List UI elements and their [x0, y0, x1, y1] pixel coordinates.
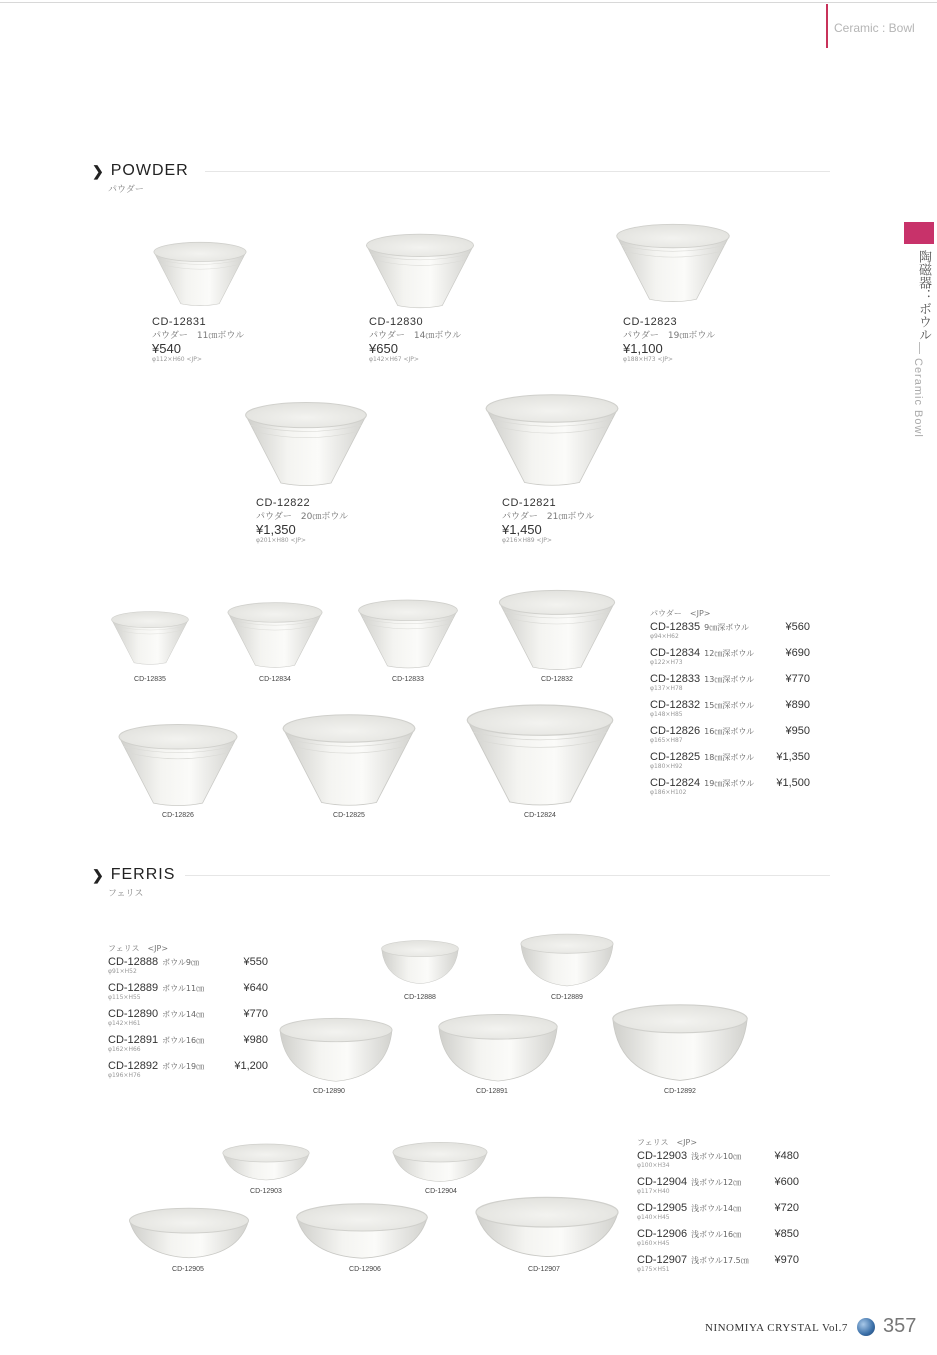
product-image-cd-12833 [356, 598, 460, 670]
product-price: ¥650 [369, 341, 398, 356]
row-code: CD-12832 [650, 699, 701, 711]
list-rows [108, 956, 268, 1086]
product-image-cd-12907 [473, 1192, 621, 1262]
ferris-section-title [92, 866, 175, 884]
product-image-cd-12906 [294, 1200, 430, 1262]
product-image-cd-12822 [225, 400, 387, 488]
row-price: ¥1,200 [234, 1060, 268, 1072]
product-image-cd-12821 [465, 392, 639, 488]
product-image-cd-12888 [380, 936, 460, 990]
row-code: CD-12907 [637, 1254, 688, 1266]
product-image-cd-12903 [221, 1140, 311, 1184]
header-accent-bar [826, 4, 828, 48]
row-code: CD-12824 [650, 777, 701, 789]
row-price: ¥560 [785, 621, 810, 633]
row-dims: φ115×H55 [108, 994, 141, 1001]
row-name: 浅ボウル12㎝ [691, 1178, 742, 1187]
caption-cd-12888: CD-12888 [404, 994, 436, 1001]
list-item [108, 982, 268, 1008]
caption-cd-12825: CD-12825 [333, 812, 365, 819]
row-dims: φ148×H85 [650, 711, 683, 718]
caption-cd-12834: CD-12834 [259, 676, 291, 683]
product-image-cd-12889 [519, 932, 615, 990]
ferris-bowl-price-list [108, 943, 268, 1086]
product-image-cd-12824 [460, 702, 620, 808]
row-dims: φ91×H52 [108, 968, 137, 975]
row-code: CD-12833 [650, 673, 701, 685]
product-dims: φ112×H60 <JP> [152, 356, 202, 363]
caption-cd-12826: CD-12826 [162, 812, 194, 819]
list-item [637, 1228, 799, 1254]
list-item [650, 673, 810, 699]
caption-cd-12904: CD-12904 [425, 1188, 457, 1195]
row-dims: φ186×H102 [650, 789, 687, 796]
ferris-title-text: FERRIS [110, 866, 176, 883]
product-info-cd-12823 [623, 316, 715, 363]
row-dims: φ140×H45 [637, 1214, 670, 1221]
product-code: CD-12831 [152, 316, 207, 328]
product-image-cd-12835 [110, 605, 190, 671]
product-image-cd-12832 [495, 588, 619, 672]
product-price: ¥1,100 [623, 341, 663, 356]
list-item [650, 725, 810, 751]
row-dims: φ122×H73 [650, 659, 683, 666]
list-title: フェリス <JP> [637, 1138, 698, 1147]
product-dims: φ188×H73 <JP> [623, 356, 673, 363]
list-title: フェリス <JP> [108, 944, 169, 953]
list-item [108, 1060, 268, 1086]
list-item [650, 777, 810, 803]
row-name: 浅ボウル10㎝ [691, 1152, 742, 1161]
product-name: パウダー 21㎝ボウル [502, 512, 595, 522]
product-info-cd-12821 [502, 497, 594, 544]
row-code: CD-12835 [650, 621, 701, 633]
list-item [108, 956, 268, 982]
product-image-cd-12825 [272, 712, 426, 808]
product-code: CD-12830 [369, 316, 424, 328]
row-code: CD-12891 [108, 1034, 159, 1046]
product-image-cd-12831 [152, 240, 248, 308]
row-price: ¥1,500 [776, 777, 810, 789]
product-image-cd-12823 [593, 222, 753, 304]
list-item [637, 1176, 799, 1202]
row-dims: φ175×H51 [637, 1266, 670, 1273]
row-dims: φ117×H40 [637, 1188, 670, 1195]
list-item [637, 1150, 799, 1176]
side-tab-marker [904, 222, 934, 244]
row-price: ¥950 [785, 725, 810, 737]
product-image-cd-12904 [391, 1138, 489, 1186]
ferris-shallow-price-list [637, 1137, 799, 1280]
caption-cd-12907: CD-12907 [528, 1266, 560, 1273]
row-name: 15㎝深ボウル [704, 701, 755, 710]
header-category: Ceramic : Bowl [834, 21, 915, 35]
product-image-cd-12834 [226, 600, 324, 670]
powder-rule [205, 171, 830, 172]
row-name: 16㎝深ボウル [704, 727, 755, 736]
row-price: ¥850 [774, 1228, 799, 1240]
caption-cd-12889: CD-12889 [551, 994, 583, 1001]
list-item [637, 1254, 799, 1280]
row-name: ボウル9㎝ [162, 958, 199, 967]
row-price: ¥720 [774, 1202, 799, 1214]
product-name: パウダー 19㎝ボウル [623, 331, 716, 341]
section-chevron-icon: ❯ [92, 162, 105, 179]
list-rows [650, 621, 810, 803]
row-dims: φ180×H92 [650, 763, 683, 770]
row-name: 18㎝深ボウル [704, 753, 755, 762]
footer-brand: NINOMIYA CRYSTAL Vol.7 [705, 1322, 848, 1334]
row-dims: φ165×H87 [650, 737, 683, 744]
ferris-subtitle: フェリス [108, 889, 144, 899]
caption-cd-12891: CD-12891 [476, 1088, 508, 1095]
row-price: ¥600 [774, 1176, 799, 1188]
row-price: ¥970 [774, 1254, 799, 1266]
product-price: ¥1,450 [502, 522, 542, 537]
row-price: ¥1,350 [776, 751, 810, 763]
list-item [108, 1034, 268, 1060]
row-name: ボウル19㎝ [162, 1062, 205, 1071]
row-price: ¥640 [243, 982, 268, 994]
row-dims: φ196×H76 [108, 1072, 141, 1079]
row-code: CD-12905 [637, 1202, 688, 1214]
list-item [108, 1008, 268, 1034]
caption-cd-12906: CD-12906 [349, 1266, 381, 1273]
caption-cd-12890: CD-12890 [313, 1088, 345, 1095]
row-price: ¥770 [243, 1008, 268, 1020]
list-item [650, 621, 810, 647]
section-chevron-icon: ❯ [92, 866, 105, 883]
page-number: 357 [883, 1315, 917, 1337]
row-name: 浅ボウル17.5㎝ [691, 1256, 749, 1265]
side-tab-divider [919, 342, 920, 354]
caption-cd-12832: CD-12832 [541, 676, 573, 683]
powder-section-title [92, 162, 189, 180]
row-code: CD-12889 [108, 982, 159, 994]
row-name: 19㎝深ボウル [704, 779, 755, 788]
row-name: 12㎝深ボウル [704, 649, 755, 658]
row-price: ¥980 [243, 1034, 268, 1046]
product-code: CD-12822 [256, 497, 311, 509]
product-price: ¥1,350 [256, 522, 296, 537]
product-name: パウダー 11㎝ボウル [152, 331, 245, 341]
powder-title-text: POWDER [110, 162, 189, 179]
row-code: CD-12888 [108, 956, 159, 968]
row-price: ¥690 [785, 647, 810, 659]
row-name: 9㎝深ボウル [704, 623, 749, 632]
product-image-cd-12830 [360, 232, 480, 310]
product-image-cd-12892 [600, 1002, 760, 1086]
row-name: 浅ボウル14㎝ [691, 1204, 742, 1213]
ferris-rule [185, 875, 830, 876]
caption-cd-12892: CD-12892 [664, 1088, 696, 1095]
row-code: CD-12890 [108, 1008, 159, 1020]
row-dims: φ137×H78 [650, 685, 683, 692]
row-code: CD-12904 [637, 1176, 688, 1188]
row-dims: φ162×H66 [108, 1046, 141, 1053]
product-info-cd-12822 [256, 497, 348, 544]
product-info-cd-12830 [369, 316, 461, 363]
product-image-cd-12826 [112, 722, 244, 808]
product-image-cd-12891 [434, 1012, 562, 1086]
row-price: ¥550 [243, 956, 268, 968]
row-code: CD-12903 [637, 1150, 688, 1162]
caption-cd-12833: CD-12833 [392, 676, 424, 683]
row-dims: φ94×H62 [650, 633, 679, 640]
row-code: CD-12906 [637, 1228, 688, 1240]
product-dims: φ201×H80 <JP> [256, 537, 306, 544]
caption-cd-12835: CD-12835 [134, 676, 166, 683]
row-dims: φ160×H45 [637, 1240, 670, 1247]
product-name: パウダー 14㎝ボウル [369, 331, 462, 341]
row-price: ¥480 [774, 1150, 799, 1162]
row-code: CD-12834 [650, 647, 701, 659]
row-price: ¥770 [785, 673, 810, 685]
list-title: パウダー <JP> [650, 609, 711, 618]
list-rows [637, 1150, 799, 1280]
row-price: ¥890 [785, 699, 810, 711]
product-dims: φ142×H67 <JP> [369, 356, 419, 363]
product-info-cd-12831 [152, 316, 244, 363]
top-rule [0, 2, 937, 3]
row-name: 浅ボウル16㎝ [691, 1230, 742, 1239]
product-dims: φ216×H89 <JP> [502, 537, 552, 544]
row-dims: φ142×H61 [108, 1020, 141, 1027]
row-name: ボウル16㎝ [162, 1036, 205, 1045]
row-name: ボウル11㎝ [162, 984, 205, 993]
product-code: CD-12821 [502, 497, 557, 509]
product-name: パウダー 20㎝ボウル [256, 512, 349, 522]
product-price: ¥540 [152, 341, 181, 356]
list-item [650, 699, 810, 725]
product-code: CD-12823 [623, 316, 678, 328]
powder-subtitle: パウダー [108, 185, 144, 195]
side-tab-en: Ceramic Bowl [912, 358, 924, 438]
caption-cd-12824: CD-12824 [524, 812, 556, 819]
row-name: ボウル14㎝ [162, 1010, 205, 1019]
powder-deep-price-list [650, 608, 810, 803]
product-image-cd-12905 [127, 1204, 251, 1262]
row-code: CD-12826 [650, 725, 701, 737]
row-code: CD-12892 [108, 1060, 159, 1072]
side-tab-jp: 陶磁器：ボウル [916, 250, 931, 341]
caption-cd-12905: CD-12905 [172, 1266, 204, 1273]
globe-icon [857, 1318, 875, 1336]
list-item [650, 751, 810, 777]
caption-cd-12903: CD-12903 [250, 1188, 282, 1195]
product-image-cd-12890 [275, 1016, 397, 1086]
list-item [637, 1202, 799, 1228]
row-name: 13㎝深ボウル [704, 675, 755, 684]
row-code: CD-12825 [650, 751, 701, 763]
row-dims: φ100×H34 [637, 1162, 670, 1169]
list-item [650, 647, 810, 673]
